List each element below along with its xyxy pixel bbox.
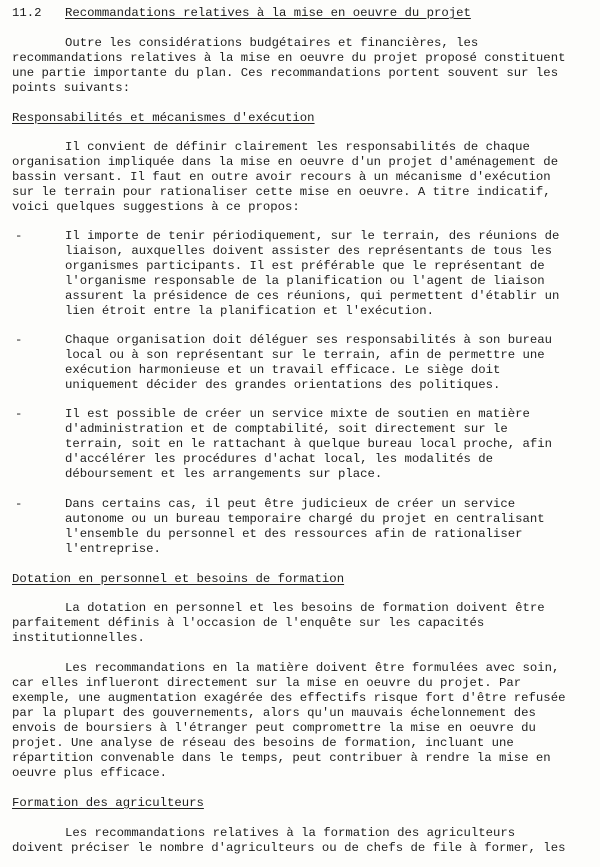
bullet-item xyxy=(12,497,600,557)
text-line: l'entreprise. xyxy=(65,541,161,556)
responsabilites-paragraph xyxy=(12,140,600,215)
bullet-item xyxy=(12,229,600,319)
text-line: organisation impliquée dans la mise en oeuvre d'un projet d'aménagement de xyxy=(12,154,559,169)
bullet-item xyxy=(12,407,600,482)
subheading-agriculteurs xyxy=(12,796,600,811)
text-line: une partie importante du plan. Ces recommandations portent souvent sur les xyxy=(12,65,559,80)
text-line: terrain, soit en le rattachant à quelque bureau local proche, afin xyxy=(65,436,553,451)
text-line: institutionnelles. xyxy=(12,630,145,645)
text-line: autonome ou un bureau temporaire chargé du projet en centralisant xyxy=(65,511,545,526)
text-line: recommandations relatives à la mise en oeuvre du projet proposé constituent xyxy=(12,50,566,65)
heading-text: Formation des agriculteurs xyxy=(12,796,204,810)
text-line: bassin versant. Il faut en outre avoir recours à un mécanisme d'exécution xyxy=(12,169,551,184)
text-line: d'administration et de comptabilité, soit directement sur le xyxy=(65,421,508,436)
text-line: doivent préciser le nombre d'agriculteurs ou de chefs de file à former, les xyxy=(12,840,566,855)
section-title xyxy=(12,6,600,21)
text-line: La dotation en personnel et les besoins de formation doivent être xyxy=(65,601,545,615)
agriculteurs-paragraph xyxy=(12,826,600,856)
dotation-paragraph-2 xyxy=(12,661,600,781)
text-line: uniquement décider des grandes orientations des politiques. xyxy=(65,377,501,392)
bullet-dash: - xyxy=(15,229,23,243)
text-line: l'ensemble du personnel et des ressources afin de rationaliser xyxy=(65,526,523,541)
bullet-item xyxy=(12,333,600,393)
text-line: par la plupart des gouvernements, alors qu'un mauvais échelonnement des xyxy=(12,705,536,720)
bullet-dash: - xyxy=(15,407,23,421)
text-line: local ou à son représentant sur le terrain, afin de permettre une xyxy=(65,347,545,362)
text-line: projet. Une analyse de réseau des besoins de formation, incluant une xyxy=(12,735,514,750)
text-line: car elles influeront directement sur la mise en oeuvre du projet. Par xyxy=(12,675,522,690)
text-line: Les recommandations en la matière doivent être formulées avec soin, xyxy=(65,661,560,675)
text-line: Chaque organisation doit déléguer ses responsabilités à son bureau xyxy=(65,333,553,347)
text-line: Outre les considérations budgétaires et financières, les xyxy=(65,36,479,50)
text-line: organismes participants. Il est préférable que le représentant de xyxy=(65,258,545,273)
text-line: Les recommandations relatives à la formation des agriculteurs xyxy=(65,826,516,840)
text-line: points suivants: xyxy=(12,80,131,95)
text-line: assurent la présidence de ces réunions, qui permettent d'établir un xyxy=(65,288,560,303)
bullet-dash: - xyxy=(15,497,23,511)
text-line: parfaitement définis à l'occasion de l'enquête sur les capacités xyxy=(12,615,485,630)
text-line: d'accélérer les procédures d'achat local, les modalités de xyxy=(65,451,494,466)
text-line: déboursement et les arrangements sur place. xyxy=(65,466,383,481)
text-line: Il importe de tenir périodiquement, sur le terrain, des réunions de xyxy=(65,229,560,243)
text-line: Il est possible de créer un service mixte de soutien en matière xyxy=(65,407,530,421)
intro-paragraph xyxy=(12,36,600,96)
text-line: exécution harmonieuse et un travail efficace. Le siège doit xyxy=(65,362,501,377)
text-line: Il convient de définir clairement les responsabilités de chaque xyxy=(65,140,530,154)
dotation-paragraph-1 xyxy=(12,601,600,646)
text-line: voici quelques suggestions à ce propos: xyxy=(12,199,300,214)
text-line: Dans certains cas, il peut être judicieux de créer un service xyxy=(65,497,516,511)
text-line: l'organisme responsable de la planification ou l'agent de liaison xyxy=(65,273,545,288)
heading-text: Responsabilités et mécanismes d'exécution xyxy=(12,111,315,125)
text-line: sur le terrain pour rationaliser cette mise en oeuvre. A titre indicatif, xyxy=(12,184,551,199)
section-number: 11.2 xyxy=(12,6,42,20)
heading-text: Dotation en personnel et besoins de formation xyxy=(12,572,345,586)
subheading-responsabilites xyxy=(12,111,600,126)
text-line: exemple, une augmentation exagérée des effectifs risque fort d'être refusée xyxy=(12,690,566,705)
text-line: oeuvre plus efficace. xyxy=(12,765,167,780)
bullet-dash: - xyxy=(15,333,23,347)
text-line: lien étroit entre la planification et l'exécution. xyxy=(65,303,434,318)
text-line: envois de boursiers à l'étranger peut compromettre la mise en oeuvre du xyxy=(12,720,536,735)
text-line: répartition convenable dans le temps, peut contribuer à rendre la mise en xyxy=(12,750,551,765)
subheading-dotation xyxy=(12,572,600,587)
section-title-text: Recommandations relatives à la mise en oeuvre du projet xyxy=(65,6,471,20)
text-line: liaison, auxquelles doivent assister des représentants de tous les xyxy=(65,243,553,258)
